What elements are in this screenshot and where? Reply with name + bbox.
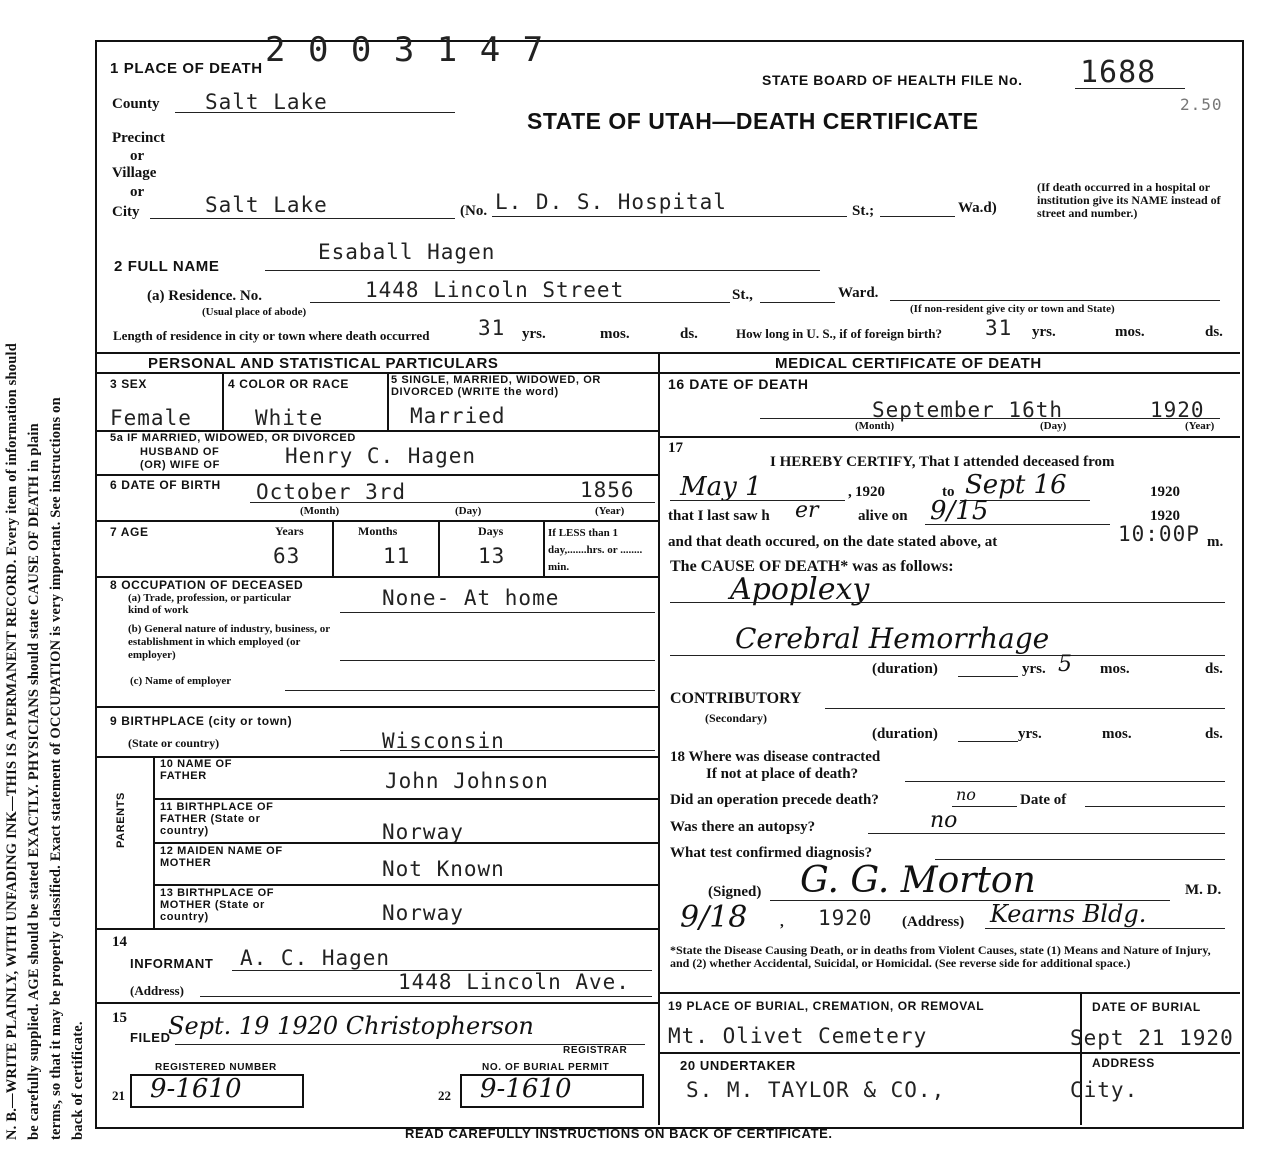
death-month-caption: (Month) [855, 420, 895, 432]
full-name-value: Esaball Hagen [318, 240, 496, 264]
length-years-value: 31 [478, 316, 506, 340]
less-than-note: If LESS than 1 day,.......hrs. or ........ min. [548, 527, 643, 573]
or-label-2: or [130, 184, 145, 200]
physician-signature: G. G. Morton [800, 860, 1036, 901]
us-ds-label: ds. [1205, 324, 1223, 340]
duration-mos-2: mos. [1102, 726, 1132, 742]
margin-line-2: be carefully supplied. AGE should be stated EXACTLY. PHYSICIANS should state CAUSE OF DEATH in plain [26, 423, 42, 1140]
dob-month-caption: (Month) [300, 505, 340, 517]
dob-label: 6 DATE OF BIRTH [110, 478, 221, 492]
city-label: City [112, 204, 140, 220]
father-birthplace-value: Norway [382, 820, 464, 844]
age-label: 7 AGE [110, 525, 149, 539]
mos-label: mos. [600, 326, 630, 342]
alive-on-label: alive on [858, 508, 908, 524]
age-years-caption: Years [275, 524, 304, 538]
operation-value: no [956, 785, 976, 804]
to-label: to [942, 484, 955, 500]
personal-section-title: PERSONAL AND STATISTICAL PARTICULARS [148, 355, 499, 372]
county-value: Salt Lake [205, 90, 328, 114]
father-birthplace-label: 11 BIRTHPLACE OF FATHER (State or country) [160, 801, 274, 837]
burial-permit-value: 9-1610 [480, 1074, 572, 1104]
color-label: 4 COLOR OR RACE [228, 377, 350, 391]
certify-num: 17 [668, 440, 683, 456]
duration-yrs-1: yrs. [1022, 661, 1046, 677]
yrs-label: yrs. [522, 326, 546, 342]
duration-yrs-2: yrs. [1018, 726, 1042, 742]
age-days-caption: Days [478, 524, 504, 538]
footer-instructions: READ CAREFULLY INSTRUCTIONS ON BACK OF CERTIFICATE. [405, 1126, 833, 1141]
residence-st-label: St., [732, 287, 753, 303]
registered-number-prefix: 21 [112, 1088, 125, 1103]
attended-to-date: Sept 16 [965, 470, 1067, 500]
margin-line-4: back of certificate. [70, 1021, 86, 1140]
age-days-value: 13 [478, 544, 506, 568]
alive-on-date: 9/15 [930, 496, 989, 526]
informant-address-label: (Address) [130, 983, 184, 998]
certificate-title: STATE OF UTAH—DEATH CERTIFICATE [527, 108, 979, 134]
county-label: County [112, 96, 160, 112]
burial-place-label: 19 PLACE OF BURIAL, CREMATION, OR REMOVAL [668, 999, 985, 1013]
attended-from-year: 1920 [855, 484, 885, 500]
burial-address-label: ADDRESS [1092, 1056, 1155, 1070]
us-residence-label: How long in U. S., if of foreign birth? [736, 326, 942, 341]
occupation-a-label: (a) Trade, profession, or particular kind of work [128, 592, 291, 616]
dob-year-value: 1856 [580, 478, 635, 502]
us-years-value: 31 [985, 316, 1013, 340]
operation-label: Did an operation precede death? [670, 792, 879, 808]
duration-mos-value: 5 [1058, 652, 1072, 677]
md-label: M. D. [1185, 882, 1222, 898]
duration-ds-2: ds. [1205, 726, 1223, 742]
color-value: White [255, 406, 324, 430]
nonresident-note: (If non-resident give city or town and State) [910, 303, 1115, 315]
father-name-value: John Johnson [385, 769, 549, 793]
registrar-label: REGISTRAR [563, 1045, 628, 1056]
signature-year: 1920 [818, 906, 873, 930]
parents-label: PARENTS [115, 792, 127, 848]
mother-birthplace-value: Norway [382, 901, 464, 925]
mother-birthplace-label: 13 BIRTHPLACE OF MOTHER (State or country) [160, 887, 275, 923]
cause-value-1: Apoplexy [730, 572, 870, 607]
age-months-value: 11 [383, 544, 411, 568]
attended-from-date: May 1 [680, 472, 762, 502]
mother-name-value: Not Known [382, 857, 505, 881]
marital-label: 5 SINGLE, MARRIED, WIDOWED, OR DIVORCED (WRITE the word) [391, 374, 601, 398]
q18-label-a: 18 Where was disease contracted [670, 749, 881, 765]
burial-permit-prefix: 22 [438, 1088, 451, 1103]
comma-1: , [848, 484, 852, 500]
occupation-value: None- At home [382, 586, 560, 610]
father-name-label: 10 NAME OF FATHER [160, 758, 233, 782]
dob-year-caption: (Year) [595, 505, 625, 517]
secondary-caption: (Secondary) [705, 711, 767, 725]
pm-suffix: m. [1207, 534, 1224, 550]
file-number: 1688 [1080, 55, 1157, 90]
undertaker-value: S. M. TAYLOR & CO., [686, 1078, 946, 1102]
operation-date-label: Date of [1020, 792, 1067, 808]
duration-label-1: (duration) [872, 661, 938, 677]
filed-num: 15 [112, 1010, 127, 1026]
informant-label: INFORMANT [130, 956, 214, 971]
filed-label: FILED [130, 1030, 171, 1045]
cause-value-2: Cerebral Hemorrhage [735, 622, 1050, 655]
usual-place-caption: (Usual place of abode) [202, 306, 307, 318]
attended-to-year: 1920 [1150, 484, 1180, 500]
occupation-c-label: (c) Name of employer [130, 675, 232, 687]
mother-name-label: 12 MAIDEN NAME OF MOTHER [160, 845, 283, 869]
side-number: 2.50 [1180, 95, 1223, 114]
file-label: STATE BOARD OF HEALTH FILE No. [762, 72, 1023, 88]
marital-value: Married [410, 404, 506, 428]
her-value: er [795, 498, 819, 523]
signed-label: (Signed) [708, 884, 762, 900]
burial-permit-label: NO. OF BURIAL PERMIT [482, 1062, 610, 1073]
sex-value: Female [110, 406, 192, 430]
dob-day-caption: (Day) [455, 505, 482, 517]
comma-2: , [780, 914, 784, 930]
dob-value: October 3rd [256, 480, 407, 504]
death-year-caption: (Year) [1185, 420, 1215, 432]
length-residence-label: Length of residence in city or town where death occurred [113, 328, 430, 343]
place-of-death-label: 1 PLACE OF DEATH [110, 60, 263, 77]
death-occurred-label: and that death occured, on the date stated above, at [668, 534, 998, 550]
residence-ward-label: Ward. [838, 285, 879, 301]
date-of-death-value: September 16th [872, 398, 1064, 422]
residence-value: 1448 Lincoln Street [365, 278, 625, 302]
registered-number-label: REGISTERED NUMBER [155, 1062, 277, 1073]
spouse-value: Henry C. Hagen [285, 444, 477, 468]
city-value: Salt Lake [205, 193, 328, 217]
death-day-caption: (Day) [1040, 420, 1067, 432]
age-years-value: 63 [273, 544, 301, 568]
spouse-label-1: 5a IF MARRIED, WIDOWED, OR DIVORCED [110, 432, 356, 444]
contributory-label: CONTRIBUTORY [670, 690, 802, 707]
spouse-label-3: (OR) WIFE OF [140, 459, 220, 471]
informant-address-value: 1448 Lincoln Ave. [398, 970, 630, 994]
date-of-death-year: 1920 [1150, 398, 1205, 422]
duration-label-2: (duration) [872, 726, 938, 742]
occupation-label: 8 OCCUPATION OF DECEASED [110, 578, 304, 592]
registered-number-value: 9-1610 [150, 1074, 242, 1104]
birthplace-state-caption: (State or country) [128, 736, 220, 750]
us-yrs-label: yrs. [1032, 324, 1056, 340]
margin-line-1: N. B.—WRITE PLAINLY, WITH UNFADING INK—THIS IS A PERMANENT RECORD. Every item of information should [4, 343, 20, 1140]
alive-on-year: 1920 [1150, 508, 1180, 524]
physician-address: Kearns Bldg. [990, 900, 1147, 928]
duration-mos-1: mos. [1100, 661, 1130, 677]
q18-label-b: If not at place of death? [706, 766, 859, 782]
medical-section-title: MEDICAL CERTIFICATE OF DEATH [775, 355, 1042, 372]
certify-text: I HEREBY CERTIFY, That I attended deceased from [770, 454, 1115, 470]
filed-value: Sept. 19 1920 Christopherson [168, 1012, 534, 1040]
margin-instructions [0, 0, 95, 1166]
autopsy-label: Was there an autopsy? [670, 819, 816, 835]
residence-label: (a) Residence. No. [147, 288, 262, 304]
cause-footnote: *State the Disease Causing Death, or in deaths from Violent Causes, state (1) Means and Nature of Injury, and (2) whether Accidental, Suicidal, or Homicidal. (See reverse side for additional space.) [670, 943, 1211, 970]
occupation-b-label: (b) General nature of industry, business, or establishment in which employed (or employer) [128, 623, 330, 661]
spouse-label-2: HUSBAND OF [140, 446, 220, 458]
burial-place-value: Mt. Olivet Cemetery [668, 1024, 928, 1048]
sex-label: 3 SEX [110, 377, 148, 391]
stamp-number: 2 0 0 3 1 4 7 [265, 30, 545, 70]
age-months-caption: Months [358, 524, 398, 538]
burial-address-value: City. [1070, 1078, 1139, 1102]
signature-date: 9/18 [680, 900, 748, 935]
no-label: (No. [460, 203, 488, 219]
birthplace-label: 9 BIRTHPLACE (city or town) [110, 714, 293, 728]
test-label: What test confirmed diagnosis? [670, 845, 873, 861]
death-time-value: 10:00P [1118, 522, 1200, 546]
burial-date-value: Sept 21 1920 [1070, 1026, 1234, 1050]
undertaker-label: 20 UNDERTAKER [680, 1058, 796, 1073]
cause-of-death-label: The CAUSE OF DEATH* was as follows: [670, 558, 954, 575]
village-label: Village [112, 165, 157, 181]
birthplace-value: Wisconsin [382, 729, 505, 753]
autopsy-value: no [930, 808, 958, 833]
hospital-note: (If death occurred in a hospital or institution give its NAME instead of street and number.) [1037, 180, 1221, 220]
st-label: St.; [852, 203, 875, 219]
informant-num: 14 [112, 934, 127, 950]
or-label-1: or [130, 148, 145, 164]
ds-label: ds. [680, 326, 698, 342]
burial-date-label: DATE OF BURIAL [1092, 1000, 1201, 1014]
ward-label: Wa.d) [958, 200, 997, 216]
full-name-label: 2 FULL NAME [114, 258, 220, 275]
precinct-label: Precinct [112, 130, 166, 146]
us-mos-label: mos. [1115, 324, 1145, 340]
duration-ds-1: ds. [1205, 661, 1223, 677]
margin-line-3: terms, so that it may be properly classified. Exact statement of OCCUPATION is very important. See instructions on [48, 397, 64, 1140]
informant-value: A. C. Hagen [240, 946, 391, 970]
last-saw-label: that I last saw h [668, 508, 770, 524]
institution-value: L. D. S. Hospital [495, 190, 727, 214]
date-of-death-label: 16 DATE OF DEATH [668, 376, 809, 392]
physician-address-label: (Address) [902, 914, 965, 930]
